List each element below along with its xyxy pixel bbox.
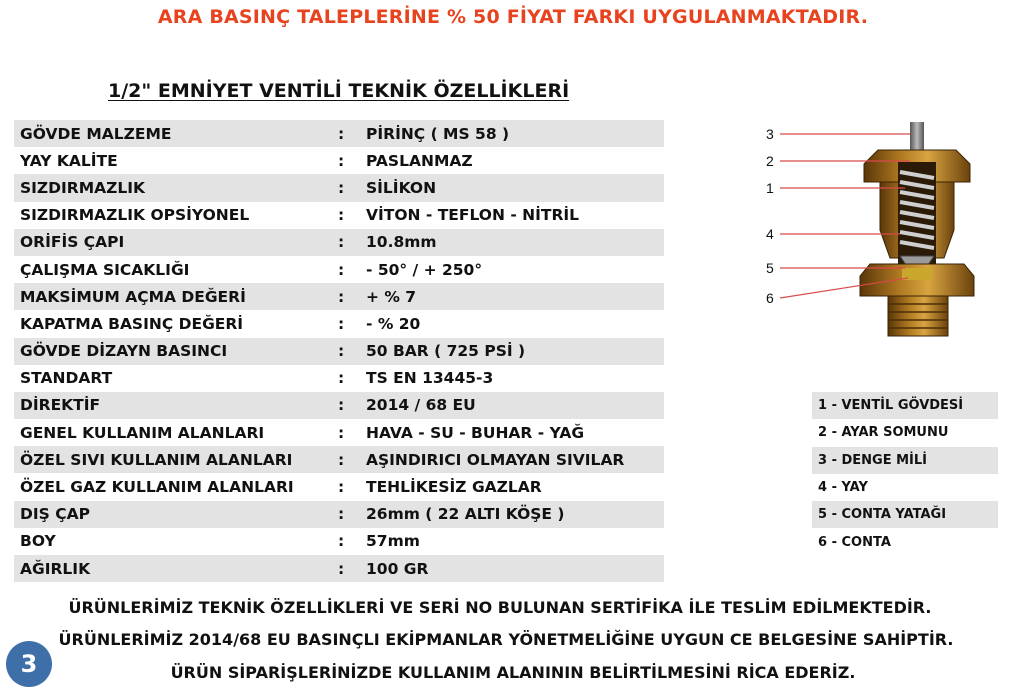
spec-value: TEHLİKESİZ GAZLAR xyxy=(366,478,542,497)
spec-separator: : xyxy=(338,559,345,578)
spec-separator: : xyxy=(338,532,345,551)
footer-line-3: ÜRÜN SİPARİŞLERİNİZDE KULLANIM ALANININ BELİRTİLMESİNİ RİCA EDERİZ. xyxy=(170,663,856,682)
spec-row xyxy=(14,256,664,283)
spec-label: ÇALIŞMA SICAKLIĞI xyxy=(20,260,190,279)
spec-separator: : xyxy=(338,178,345,197)
spec-value: 2014 / 68 EU xyxy=(366,396,476,415)
spec-separator: : xyxy=(338,233,345,252)
spec-row xyxy=(14,338,664,365)
spec-value: TS EN 13445-3 xyxy=(366,369,494,388)
legend-item: 6 - CONTA xyxy=(818,534,891,550)
spec-separator: : xyxy=(338,450,345,469)
spec-label: ORİFİS ÇAPI xyxy=(20,233,125,252)
spec-label: AĞIRLIK xyxy=(20,559,91,578)
callout-1: 1 xyxy=(766,180,774,196)
spec-separator: : xyxy=(338,124,345,143)
spec-row xyxy=(14,473,664,500)
legend-item: 2 - AYAR SOMUNU xyxy=(818,425,949,441)
legend-item: 1 - VENTİL GÖVDESİ xyxy=(812,392,998,419)
spec-separator: : xyxy=(338,478,345,497)
spec-label: SIZDIRMAZLIK OPSİYONEL xyxy=(20,206,250,225)
spec-label: MAKSİMUM AÇMA DEĞERİ xyxy=(20,287,246,306)
spec-row xyxy=(14,365,664,392)
footer-line-1: ÜRÜNLERİMİZ TEKNİK ÖZELLİKLERİ VE SERİ NO BULUNAN SERTİFİKA İLE TESLİM EDİLMEKTEDİR. xyxy=(68,598,932,617)
spec-value: HAVA - SU - BUHAR - YAĞ xyxy=(366,423,585,442)
spec-separator: : xyxy=(338,314,345,333)
spec-row xyxy=(14,555,664,582)
spec-label: BOY xyxy=(20,532,56,551)
spec-label: STANDART xyxy=(20,369,113,388)
spec-value: + % 7 xyxy=(366,287,417,306)
callout-3: 3 xyxy=(766,126,774,142)
spec-value: 100 GR xyxy=(366,559,429,578)
spec-label: ÖZEL GAZ KULLANIM ALANLARI xyxy=(20,478,294,497)
thread xyxy=(888,296,948,336)
spec-value: 10.8mm xyxy=(366,233,437,252)
legend-item: 5 - CONTA YATAĞI xyxy=(812,501,998,528)
spec-value: PİRİNÇ ( MS 58 ) xyxy=(366,124,510,143)
spec-label: YAY KALİTE xyxy=(20,151,118,170)
spec-row xyxy=(14,174,664,201)
spec-row xyxy=(14,446,664,473)
spec-title: 1/2" EMNİYET VENTİLİ TEKNİK ÖZELLİKLERİ xyxy=(108,80,570,102)
callout-5: 5 xyxy=(766,260,774,276)
callout-6: 6 xyxy=(766,290,774,306)
spec-label: GENEL KULLANIM ALANLARI xyxy=(20,423,265,442)
spec-value: 57mm xyxy=(366,532,420,551)
spec-separator: : xyxy=(338,206,345,225)
spec-value: 50 BAR ( 725 PSİ ) xyxy=(366,342,526,361)
callout-4: 4 xyxy=(766,226,774,242)
spec-separator: : xyxy=(338,260,345,279)
spec-label: DİREKTİF xyxy=(20,396,101,415)
spec-value: SİLİKON xyxy=(366,178,437,197)
valve-cutaway-diagram xyxy=(760,118,1000,348)
price-notice: ARA BASINÇ TALEPLERİNE % 50 FİYAT FARKI UYGULANMAKTADIR. xyxy=(157,6,869,28)
spec-value: PASLANMAZ xyxy=(366,151,473,170)
spec-separator: : xyxy=(338,369,345,388)
footer-line-2: ÜRÜNLERİMİZ 2014/68 EU BASINÇLI EKİPMANLAR YÖNETMELİĞİNE UYGUN CE BELGESİNE SAHİPTİR. xyxy=(58,630,954,649)
spec-label: GÖVDE DİZAYN BASINCI xyxy=(20,342,228,361)
spec-separator: : xyxy=(338,396,345,415)
spec-value: - 50° / + 250° xyxy=(366,260,483,279)
page-number-badge: 3 xyxy=(6,641,52,687)
spec-row xyxy=(14,120,664,147)
spec-label: ÖZEL SIVI KULLANIM ALANLARI xyxy=(20,450,293,469)
spec-separator: : xyxy=(338,287,345,306)
spec-label: KAPATMA BASINÇ DEĞERİ xyxy=(20,314,244,333)
spec-value: AŞINDIRICI OLMAYAN SIVILAR xyxy=(366,450,625,469)
spec-table xyxy=(14,120,664,582)
spec-row xyxy=(14,528,664,555)
spec-row xyxy=(14,419,664,446)
spec-label: SIZDIRMAZLIK xyxy=(20,178,146,197)
spec-row xyxy=(14,392,664,419)
spec-separator: : xyxy=(338,151,345,170)
spec-value: 26mm ( 22 ALTI KÖŞE ) xyxy=(366,505,565,524)
spec-separator: : xyxy=(338,342,345,361)
spec-value: VİTON - TEFLON - NİTRİL xyxy=(366,206,580,225)
spec-separator: : xyxy=(338,423,345,442)
spec-label: GÖVDE MALZEME xyxy=(20,124,172,143)
spec-row xyxy=(14,229,664,256)
callout-2: 2 xyxy=(766,153,774,169)
spec-row xyxy=(14,147,664,174)
spec-row xyxy=(14,202,664,229)
spec-row xyxy=(14,501,664,528)
spec-label: DIŞ ÇAP xyxy=(20,505,90,524)
legend-item: 3 - DENGE MİLİ xyxy=(812,447,998,474)
parts-legend xyxy=(812,392,998,556)
legend-item: 4 - YAY xyxy=(818,480,868,496)
spec-value: - % 20 xyxy=(366,314,421,333)
spec-separator: : xyxy=(338,505,345,524)
spec-row xyxy=(14,283,664,310)
spec-row xyxy=(14,310,664,337)
